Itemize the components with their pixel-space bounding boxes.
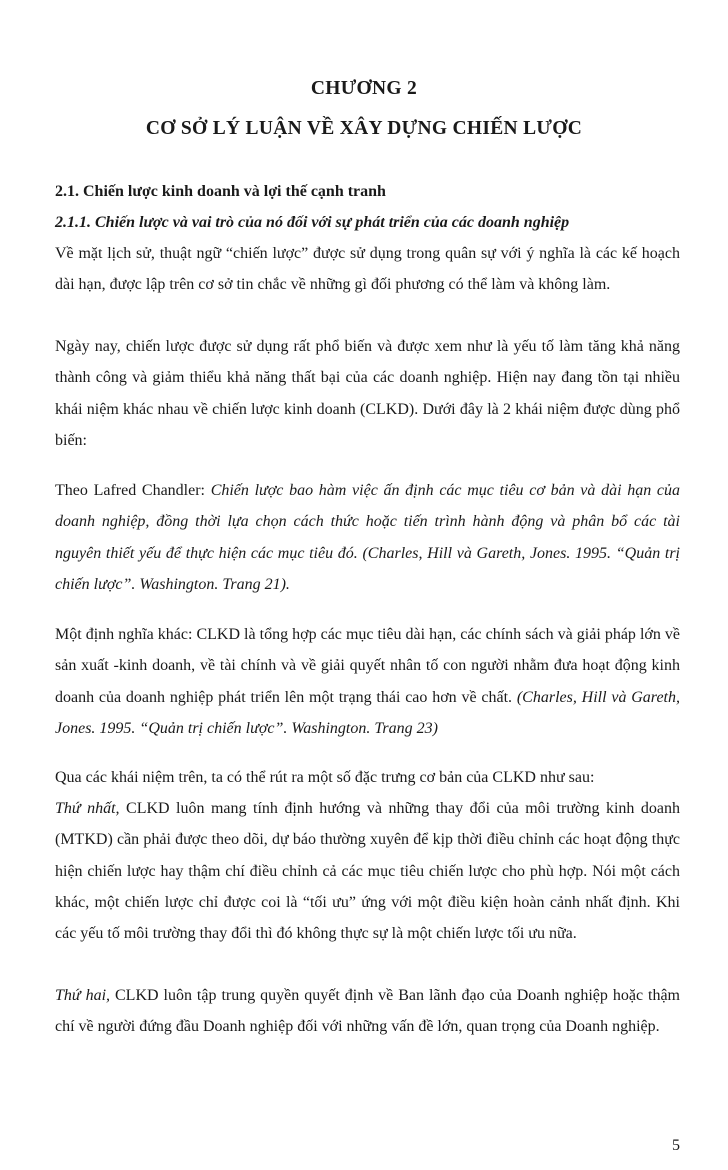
paragraph-first [55,793,680,949]
subsection-heading: 2.1.1. Chiến lược và vai trò của nó đối với sự phát triển của các doanh nghiệp [55,214,570,231]
paragraph-definition-text: Một định nghĩa khác: CLKD là tổng hợp các mục tiêu dài hạn, các chính sách và giải pháp lớn về sản xuất -kinh doanh, về tài chính và về giải quyết nhân tố con người nhằm đưa hoạt động kinh doanh của doanh nghiệp phát triển lên một trạng thái cao hơn về chất. [55,626,680,706]
page-number: 5 [672,1137,680,1154]
chapter-title: CƠ SỞ LÝ LUẬN VỀ XÂY DỰNG CHIẾN LƯỢC [145,118,583,139]
paragraph-chandler [55,475,680,600]
paragraph-today: Ngày nay, chiến lược được sử dụng rất phổ biến và được xem như là yếu tố làm tăng khả năng thành công và giảm thiểu khả năng thất bại của các doanh nghiệp. Hiện nay đang tồn tại nhiều khái niệm khác nhau về chiến lược kinh doanh (CLKD). Dưới đây là 2 khái niệm được dùng phổ biến: [55,338,680,449]
paragraph-chandler-quote: Chiến lược bao hàm việc ấn định các mục tiêu cơ bản và dài hạn của doanh nghiệp, đồng thời lựa chọn cách thức hoặc tiến trình hành động và phân bổ các tài nguyên thiết yếu để thực hiện các mục tiêu đó. (Charles, Hill và Gareth, Jones. 1995. “Quản trị chiến lược”. Washington. Trang 21). [55,482,680,593]
paragraph-second-lead: Thứ hai, [55,987,111,1004]
paragraph-definition-citation: (Charles, Hill và Gareth, Jones. 1995. “Quản trị chiến lược”. Washington. Trang 23) [55,688,680,737]
paragraph-definition [55,619,680,744]
paragraph-first-lead: Thứ nhất, [55,800,120,817]
paragraph-chandler-lead: Theo Lafred Chandler: [55,482,211,499]
chapter-number: CHƯƠNG 2 [310,78,418,99]
paragraph-second [55,980,680,1043]
paragraph-summary: Qua các khái niệm trên, ta có thể rút ra một số đặc trưng cơ bản của CLKD như sau: [55,769,595,786]
paragraph-second-text: CLKD luôn tập trung quyền quyết định về Ban lãnh đạo của Doanh nghiệp hoặc thậm chí về người đứng đầu Doanh nghiệp đối với những vấn đề lớn, quan trọng của Doanh nghiệp. [55,987,680,1036]
paragraph-first-text: CLKD luôn mang tính định hướng và những thay đổi của môi trường kinh doanh (MTKD) cần phải được theo dõi, dự báo thường xuyên để kịp thời điều chỉnh các hoạt động thực hiện chiến lược hay thậm chí điều chỉnh cả các mục tiêu chiến lược cho phù hợp. Nói một cách khác, một chiến lược chỉ được coi là “tối ưu” ứng với một điều kiện hoàn cảnh nhất định. Khi các yếu tố môi trường thay đổi thì đó không thực sự là một chiến lược tối ưu nữa. [55,800,680,943]
section-heading: 2.1. Chiến lược kinh doanh và lợi thế cạnh tranh [55,183,386,200]
paragraph-history: Về mặt lịch sử, thuật ngữ “chiến lược” được sử dụng trong quân sự với ý nghĩa là các kế hoạch dài hạn, được lập trên cơ sở tin chắc về những gì đối phương có thể làm và không làm. [55,245,680,294]
